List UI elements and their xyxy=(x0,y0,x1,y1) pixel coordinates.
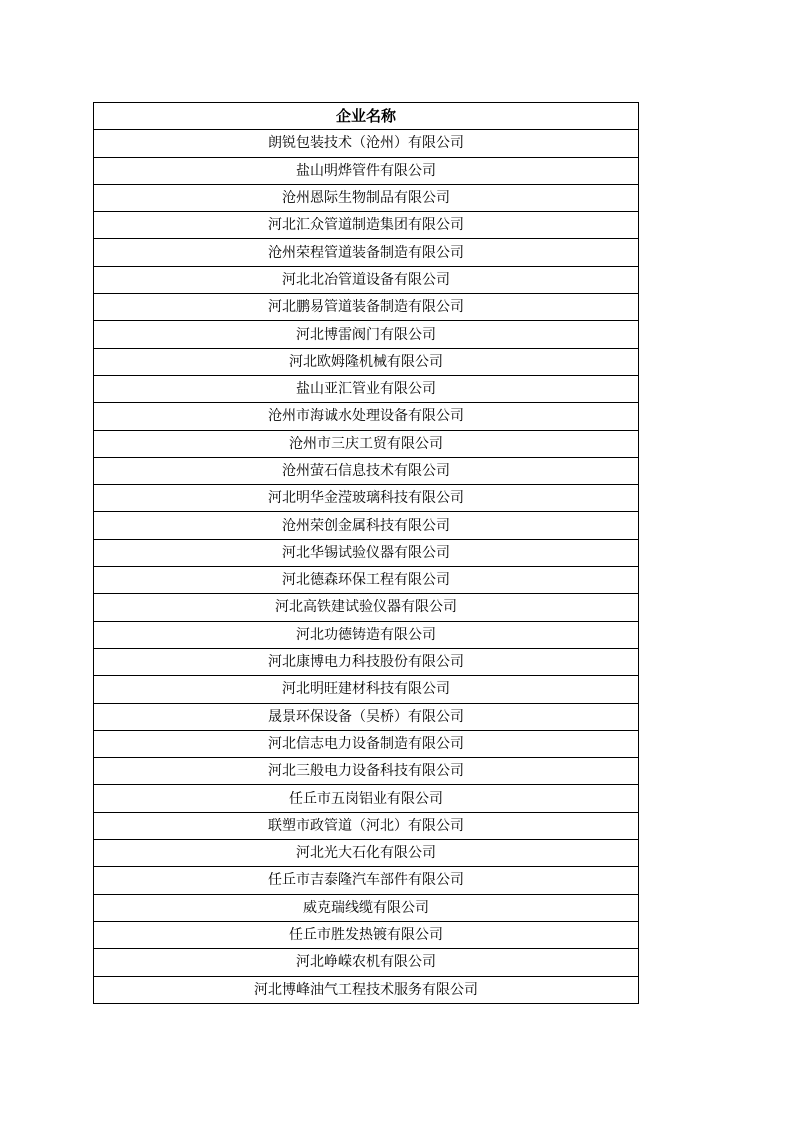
company-name-cell: 任丘市胜发热镀有限公司 xyxy=(94,921,639,948)
company-name-cell: 晟景环保设备（吴桥）有限公司 xyxy=(94,703,639,730)
table-row xyxy=(94,294,639,321)
table-row xyxy=(94,184,639,211)
company-name-cell: 河北康博电力科技股份有限公司 xyxy=(94,648,639,675)
table-row xyxy=(94,648,639,675)
table-header-row xyxy=(94,103,639,130)
table-row xyxy=(94,949,639,976)
company-name-cell: 河北鹏易管道装备制造有限公司 xyxy=(94,294,639,321)
table-row xyxy=(94,812,639,839)
table-row xyxy=(94,621,639,648)
table-row xyxy=(94,321,639,348)
table-row xyxy=(94,485,639,512)
table-row xyxy=(94,430,639,457)
company-name-cell: 任丘市吉泰隆汽车部件有限公司 xyxy=(94,867,639,894)
table-row xyxy=(94,266,639,293)
company-name-cell: 河北明华金滢玻璃科技有限公司 xyxy=(94,485,639,512)
table-row xyxy=(94,758,639,785)
company-name-cell: 河北峥嵘农机有限公司 xyxy=(94,949,639,976)
company-name-cell: 河北信志电力设备制造有限公司 xyxy=(94,730,639,757)
table-row xyxy=(94,212,639,239)
table-row xyxy=(94,157,639,184)
company-name-cell: 河北明旺建材科技有限公司 xyxy=(94,676,639,703)
company-name-cell: 沧州荣创金属科技有限公司 xyxy=(94,512,639,539)
company-name-cell: 河北北冶管道设备有限公司 xyxy=(94,266,639,293)
company-name-cell: 沧州荣程管道装备制造有限公司 xyxy=(94,239,639,266)
company-name-cell: 沧州恩际生物制品有限公司 xyxy=(94,184,639,211)
table-row xyxy=(94,703,639,730)
column-header-company-name: 企业名称 xyxy=(94,103,639,130)
company-name-cell: 河北博峰油气工程技术服务有限公司 xyxy=(94,976,639,1003)
company-name-cell: 盐山亚汇管业有限公司 xyxy=(94,375,639,402)
table-row xyxy=(94,457,639,484)
company-name-cell: 河北欧姆隆机械有限公司 xyxy=(94,348,639,375)
table-row xyxy=(94,512,639,539)
company-name-table xyxy=(93,102,639,1004)
company-name-cell: 联塑市政管道（河北）有限公司 xyxy=(94,812,639,839)
company-name-cell: 河北光大石化有限公司 xyxy=(94,840,639,867)
table-row xyxy=(94,785,639,812)
company-name-cell: 河北博雷阀门有限公司 xyxy=(94,321,639,348)
table-row xyxy=(94,921,639,948)
company-name-cell: 沧州萤石信息技术有限公司 xyxy=(94,457,639,484)
table-row xyxy=(94,730,639,757)
table-row xyxy=(94,348,639,375)
company-name-cell: 河北汇众管道制造集团有限公司 xyxy=(94,212,639,239)
company-name-cell: 河北华锡试验仪器有限公司 xyxy=(94,539,639,566)
company-name-cell: 河北功德铸造有限公司 xyxy=(94,621,639,648)
company-name-cell: 河北高铁建试验仪器有限公司 xyxy=(94,594,639,621)
table-row xyxy=(94,239,639,266)
table-row xyxy=(94,976,639,1003)
company-name-cell: 任丘市五岗铝业有限公司 xyxy=(94,785,639,812)
company-name-cell: 沧州市海诚水处理设备有限公司 xyxy=(94,403,639,430)
company-name-cell: 沧州市三庆工贸有限公司 xyxy=(94,430,639,457)
table-row xyxy=(94,130,639,157)
company-name-cell: 河北三般电力设备科技有限公司 xyxy=(94,758,639,785)
table-row xyxy=(94,867,639,894)
table-row xyxy=(94,567,639,594)
table-row xyxy=(94,539,639,566)
table-row xyxy=(94,840,639,867)
company-name-cell: 盐山明烨管件有限公司 xyxy=(94,157,639,184)
table-row xyxy=(94,894,639,921)
table-row xyxy=(94,594,639,621)
table-row xyxy=(94,375,639,402)
company-name-cell: 朗锐包装技术（沧州）有限公司 xyxy=(94,130,639,157)
table-row xyxy=(94,676,639,703)
table-row xyxy=(94,403,639,430)
company-name-cell: 威克瑞线缆有限公司 xyxy=(94,894,639,921)
company-name-cell: 河北德森环保工程有限公司 xyxy=(94,567,639,594)
